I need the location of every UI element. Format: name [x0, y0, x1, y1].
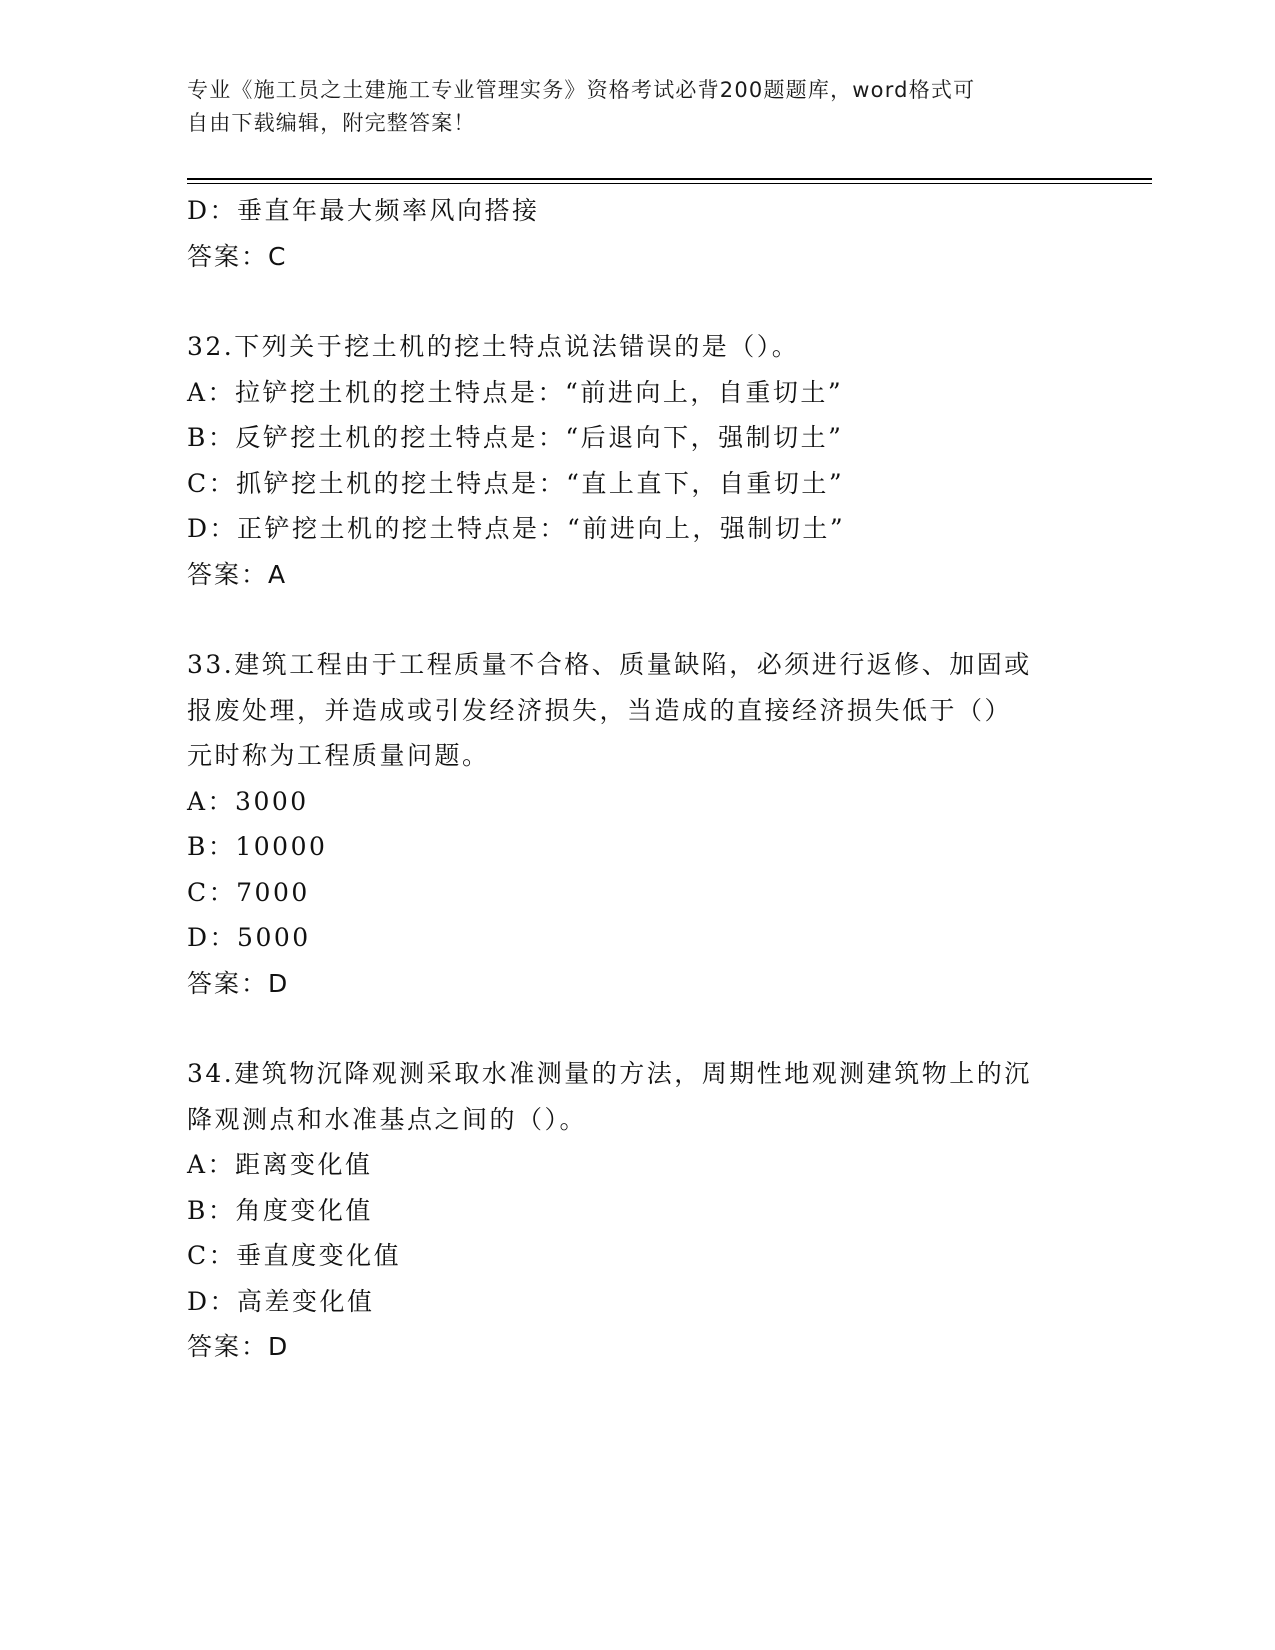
question-stem-line-3: 元时称为工程质量问题。 [187, 741, 490, 770]
page-header [187, 74, 1087, 140]
answer-line: 答案：D [187, 968, 290, 998]
answer-line: 答案：C [187, 241, 288, 271]
option-c: C：抓铲挖土机的挖土特点是：“直上直下，自重切土” [187, 468, 845, 498]
option-a: A：拉铲挖土机的挖土特点是：“前进向上，自重切土” [187, 377, 844, 407]
option-d: D：垂直年最大频率风向搭接 [187, 196, 540, 225]
option-a: A：距离变化值 [187, 1150, 373, 1179]
question-stem-line-2: 报废处理，并造成或引发经济损失，当造成的直接经济损失低于（） [187, 695, 1013, 725]
option-c: C：垂直度变化值 [187, 1241, 402, 1270]
option-d: D：5000 [187, 923, 311, 952]
question-stem: 32.下列关于挖土机的挖土特点说法错误的是（）。 [187, 332, 800, 361]
option-b: B：反铲挖土机的挖土特点是：“后退向下，强制切土” [187, 423, 844, 452]
question-stem-line-2: 降观测点和水准基点之间的（）。 [187, 1104, 588, 1134]
option-a: A：3000 [187, 786, 309, 816]
spacer [187, 1006, 1087, 1051]
header-title-line-2: 自由下载编辑，附完整答案！ [187, 111, 476, 135]
answer-line: 答案：D [187, 1332, 290, 1361]
option-c: C：7000 [187, 877, 310, 907]
header-rule-thin [187, 183, 1152, 184]
question-list [187, 188, 1087, 1370]
option-d: D：高差变化值 [187, 1286, 375, 1316]
question-stem-line-1: 33.建筑工程由于工程质量不合格、质量缺陷，必须进行返修、加固或 [187, 650, 1032, 679]
option-b: B：角度变化值 [187, 1195, 373, 1225]
header-rule-thick [187, 178, 1152, 180]
spacer [187, 597, 1087, 642]
option-d: D：正铲挖土机的挖土特点是：“前进向上，强制切土” [187, 514, 846, 543]
header-title-line-1: 专业《施工员之土建施工专业管理实务》资格考试必背200题题库，word格式可 [187, 78, 976, 102]
question-34 [187, 1051, 1087, 1370]
question-33 [187, 642, 1087, 1006]
question-stem-line-1: 34.建筑物沉降观测采取水准测量的方法，周期性地观测建筑物上的沉 [187, 1059, 1032, 1088]
question-32 [187, 324, 1087, 597]
answer-line: 答案：A [187, 559, 288, 589]
option-b: B：10000 [187, 832, 328, 861]
spacer [187, 279, 1087, 324]
prev-question-tail [187, 188, 1087, 279]
